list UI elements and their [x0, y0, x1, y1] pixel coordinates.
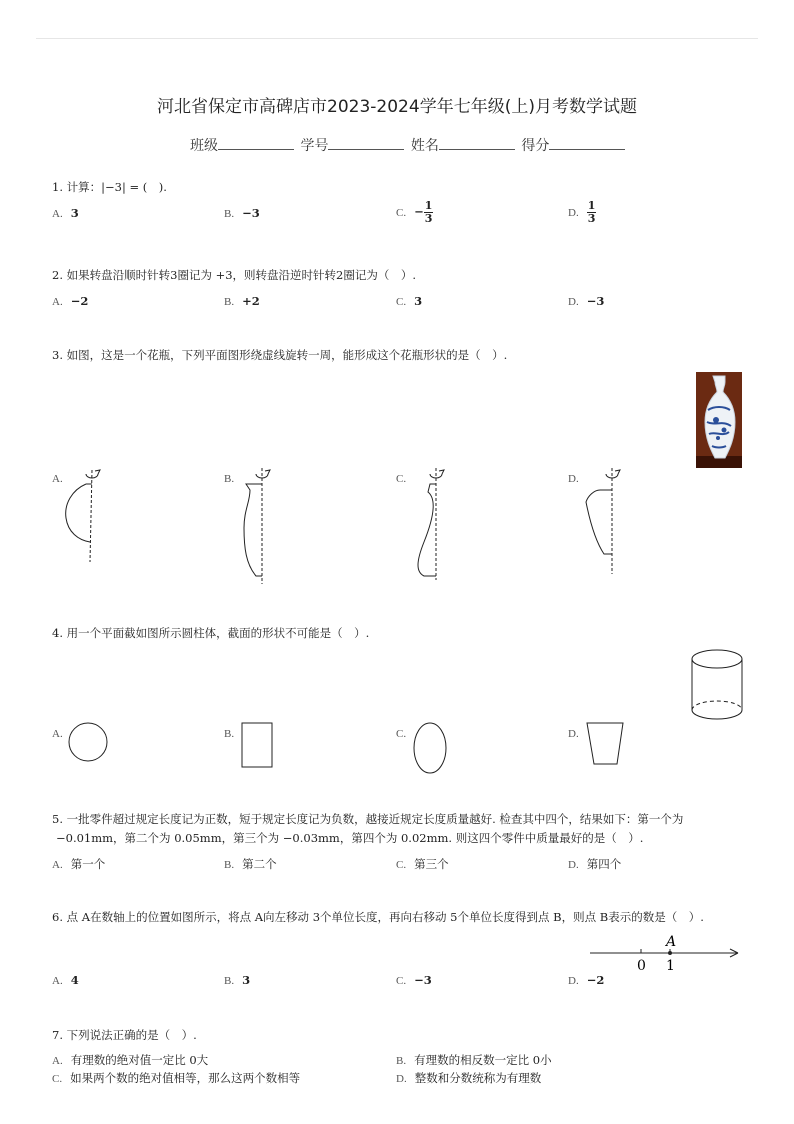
number-line [588, 930, 744, 974]
q3-option-d-label[interactable]: D. [568, 473, 579, 485]
q2-option-c[interactable]: C. 3 [396, 294, 423, 308]
cylinder-image [690, 648, 746, 724]
q7-option-c[interactable]: C. 如果两个数的绝对值相等，那么这两个数相等 [52, 1071, 301, 1085]
score-blank [549, 137, 625, 150]
q3-option-d-figure [578, 466, 638, 586]
q4-option-a-circle [68, 722, 110, 764]
question-7-stem: 7. 下列说法正确的是（ ）. [52, 1028, 197, 1042]
vase-image [696, 372, 742, 468]
q2-option-b[interactable]: B. +2 [224, 294, 260, 308]
q3-option-a-figure [60, 466, 120, 566]
axis-one-label: 1 [666, 958, 675, 974]
q3-option-a-label[interactable]: A. [52, 473, 63, 485]
axis-zero-label: 0 [637, 958, 646, 974]
q4-option-b-rectangle [241, 722, 275, 770]
question-3-stem: 3. 如图，这是一个花瓶，下列平面图形绕虚线旋转一周，能形成这个花瓶形状的是（ ）. [52, 348, 508, 362]
q7-option-d[interactable]: D. 整数和分数统称为有理数 [396, 1071, 542, 1085]
q5-option-d[interactable]: D. 第四个 [568, 857, 622, 871]
class-label: 班级 [190, 138, 218, 154]
q4-option-b-label[interactable]: B. [224, 728, 235, 740]
fraction: $\frac{1}{3}$ [587, 199, 596, 225]
question-4-stem: 4. 用一个平面截如图所示圆柱体，截面的形状不可能是（ ）. [52, 626, 370, 640]
q1-option-b[interactable]: B. −3 [224, 206, 260, 220]
q5-option-a[interactable]: A. 第一个 [52, 857, 106, 871]
q4-option-c-ellipse [413, 722, 449, 776]
question-1-stem: 1. 计算：|−3| = ( ). [52, 180, 167, 194]
page-title: 河北省保定市高碑店市2023-2024学年七年级(上)月考数学试题 [157, 97, 637, 117]
q1-option-a[interactable]: A. 3 [52, 206, 79, 220]
q1-option-c[interactable]: C. − $\frac{1}{3}$ [396, 199, 433, 225]
class-blank [218, 137, 294, 150]
q7-option-b[interactable]: B. 有理数的相反数一定比 0小 [396, 1053, 552, 1067]
q3-option-c-figure [404, 466, 464, 586]
question-5-stem-line1: 5. 一批零件超过规定长度记为正数，短于规定长度记为负数，越接近规定长度质量越好. 检查其中四个，结果如下：第一个为 [52, 812, 684, 826]
question-6-stem: 6. 点 A在数轴上的位置如图所示，将点 A向左移动 3个单位长度，再向右移动 5个单位长度得到点 B，则点 B表示的数是（ ）. [52, 910, 704, 924]
q4-option-c-label[interactable]: C. [396, 728, 407, 740]
q7-option-a[interactable]: A. 有理数的绝对值一定比 0大 [52, 1053, 209, 1067]
q3-option-c-label[interactable]: C. [396, 473, 407, 485]
id-blank [328, 137, 404, 150]
top-rule [36, 38, 758, 39]
q5-option-c[interactable]: C. 第三个 [396, 857, 449, 871]
q5-option-b[interactable]: B. 第二个 [224, 857, 277, 871]
q6-option-c[interactable]: C. −3 [396, 973, 432, 987]
q3-option-b-figure [234, 466, 294, 586]
q4-option-a-label[interactable]: A. [52, 728, 63, 740]
name-blank [439, 137, 515, 150]
name-label: 姓名 [410, 138, 439, 154]
q2-option-d[interactable]: D. −3 [568, 294, 605, 308]
q3-option-b-label[interactable]: B. [224, 473, 235, 485]
id-label: 学号 [300, 138, 329, 154]
q2-option-a[interactable]: A. −2 [52, 294, 89, 308]
q6-option-a[interactable]: A. 4 [52, 973, 79, 987]
q6-option-b[interactable]: B. 3 [224, 973, 251, 987]
student-info-line [190, 135, 627, 155]
question-5-stem-line2: −0.01mm，第二个为 0.05mm，第三个为 −0.03mm，第四个为 0.02mm. 则这四个零件中质量最好的是（ ）. [56, 831, 644, 845]
score-label: 得分 [521, 138, 550, 154]
q1-option-d[interactable]: D. $\frac{1}{3}$ [568, 199, 596, 225]
q4-option-d-label[interactable]: D. [568, 728, 579, 740]
q4-option-d-trapezoid [586, 722, 626, 766]
q6-option-d[interactable]: D. −2 [568, 973, 605, 987]
question-2-stem: 2. 如果转盘沿顺时针转3圈记为 +3，则转盘沿逆时针转2圈记为（ ）. [52, 268, 417, 282]
fraction: $\frac{1}{3}$ [424, 199, 433, 225]
point-a-label: A [666, 934, 677, 950]
